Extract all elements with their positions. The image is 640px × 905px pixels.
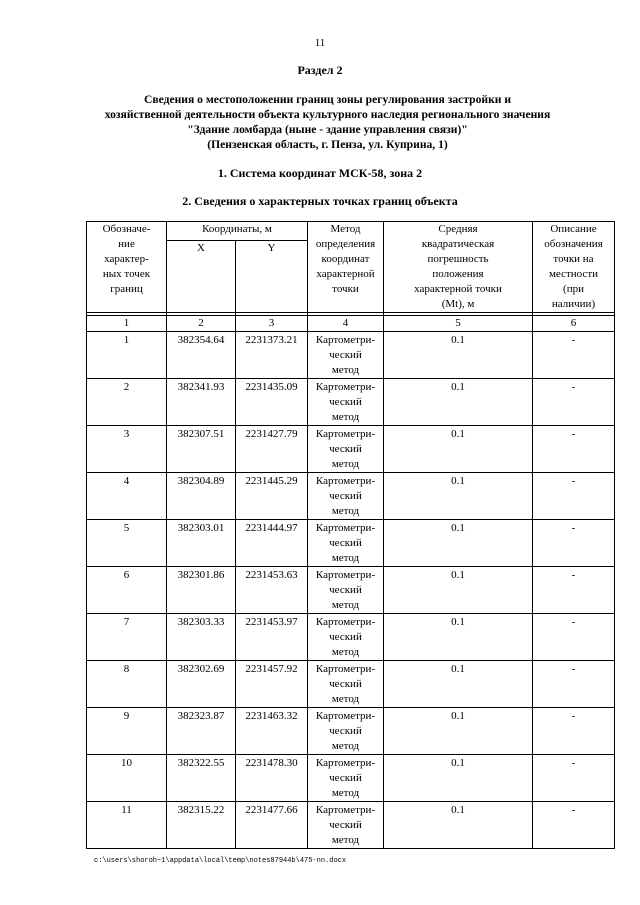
table-row	[87, 614, 615, 661]
error-cell: 0.1	[384, 379, 533, 426]
method-line: Картометри-	[315, 616, 376, 628]
header-line: определения	[315, 238, 376, 250]
table-row	[87, 520, 615, 567]
header-line: обозначения	[544, 238, 603, 250]
method-line: Картометри-	[315, 710, 376, 722]
header-line: характерной	[316, 268, 375, 280]
table-row	[87, 567, 615, 614]
header-line: наличии)	[551, 298, 596, 310]
method-cell	[308, 755, 384, 802]
header-line: погрешность	[427, 253, 489, 265]
method-line: ческий	[329, 725, 362, 737]
header-error	[384, 222, 533, 313]
boundary-points-table	[86, 221, 615, 849]
description-cell: -	[533, 567, 615, 614]
column-number: 2	[167, 316, 236, 332]
method-cell	[308, 520, 384, 567]
method-line: ческий	[329, 819, 362, 831]
section-title: Раздел 2	[297, 63, 343, 77]
error-cell: 0.1	[384, 614, 533, 661]
column-number: 6	[533, 316, 615, 332]
file-path-footer: c:\users\shoroh~1\appdata\local\temp\notes87944b\475-nn.docx	[94, 857, 347, 865]
header-line: ние	[118, 238, 135, 250]
point-cell: 10	[87, 755, 167, 802]
column-number: 3	[236, 316, 308, 332]
method-line: метод	[331, 599, 360, 611]
y-cell: 2231478.30	[236, 755, 308, 802]
method-line: ческий	[329, 490, 362, 502]
header-line: Средняя	[438, 223, 478, 235]
column-number: 1	[87, 316, 167, 332]
method-line: Картометри-	[315, 757, 376, 769]
method-line: метод	[331, 834, 360, 846]
description-cell: -	[533, 426, 615, 473]
point-cell: 3	[87, 426, 167, 473]
method-line: метод	[331, 411, 360, 423]
method-line: Картометри-	[315, 428, 376, 440]
table-row	[87, 755, 615, 802]
method-line: ческий	[329, 631, 362, 643]
method-cell	[308, 708, 384, 755]
method-line: ческий	[329, 584, 362, 596]
point-cell: 2	[87, 379, 167, 426]
y-cell: 2231453.97	[236, 614, 308, 661]
error-cell: 0.1	[384, 755, 533, 802]
method-line: метод	[331, 458, 360, 470]
table-row	[87, 426, 615, 473]
header-line: характерной точки	[414, 283, 502, 295]
method-line: ческий	[329, 678, 362, 690]
page-number: 11	[314, 37, 326, 49]
column-number-row	[87, 316, 615, 332]
header-method	[308, 222, 384, 313]
method-cell	[308, 614, 384, 661]
method-line: метод	[331, 552, 360, 564]
heading-line: (Пензенская область, г. Пенза, ул. Куприна, 1)	[207, 138, 448, 151]
x-cell: 382322.55	[167, 755, 236, 802]
method-line: метод	[331, 364, 360, 376]
method-line: метод	[331, 646, 360, 658]
points-heading: 2. Сведения о характерных точках границ объекта	[182, 194, 458, 208]
error-cell: 0.1	[384, 426, 533, 473]
y-cell: 2231457.92	[236, 661, 308, 708]
method-line: Картометри-	[315, 334, 376, 346]
header-description	[533, 222, 615, 313]
heading-line: хозяйственной деятельности объекта культурного наследия регионального значения	[104, 108, 551, 121]
table-row	[87, 802, 615, 849]
y-cell: 2231427.79	[236, 426, 308, 473]
table-row	[87, 661, 615, 708]
method-cell	[308, 473, 384, 520]
x-cell: 382341.93	[167, 379, 236, 426]
header-coordinates: Координаты, м	[167, 222, 308, 241]
description-cell: -	[533, 332, 615, 379]
header-point-designation	[87, 222, 167, 313]
header-line: положения	[432, 268, 484, 280]
description-cell: -	[533, 661, 615, 708]
point-cell: 1	[87, 332, 167, 379]
error-cell: 0.1	[384, 567, 533, 614]
method-cell	[308, 426, 384, 473]
method-line: Картометри-	[315, 569, 376, 581]
method-line: метод	[331, 740, 360, 752]
table-row	[87, 332, 615, 379]
description-cell: -	[533, 379, 615, 426]
description-cell: -	[533, 614, 615, 661]
header-line: границ	[110, 283, 143, 295]
y-cell: 2231463.32	[236, 708, 308, 755]
method-line: метод	[331, 505, 360, 517]
point-cell: 8	[87, 661, 167, 708]
method-cell	[308, 802, 384, 849]
column-number: 5	[384, 316, 533, 332]
table-row	[87, 473, 615, 520]
x-cell: 382315.22	[167, 802, 236, 849]
method-line: Картометри-	[315, 381, 376, 393]
header-line: квадратическая	[421, 238, 495, 250]
y-cell: 2231444.97	[236, 520, 308, 567]
x-cell: 382307.51	[167, 426, 236, 473]
y-cell: 2231477.66	[236, 802, 308, 849]
header-line: местности	[548, 268, 599, 280]
method-line: метод	[331, 693, 360, 705]
error-cell: 0.1	[384, 332, 533, 379]
method-line: ческий	[329, 349, 362, 361]
y-cell: 2231373.21	[236, 332, 308, 379]
header-line: характер-	[104, 253, 149, 265]
x-cell: 382302.69	[167, 661, 236, 708]
point-cell: 9	[87, 708, 167, 755]
method-line: Картометри-	[315, 804, 376, 816]
x-cell: 382301.86	[167, 567, 236, 614]
heading-line: "Здание ломбарда (ныне - здание управления связи)"	[187, 123, 468, 136]
header-x: X	[167, 240, 236, 312]
header-line: Обозначе-	[102, 223, 151, 235]
method-cell	[308, 661, 384, 708]
method-line: ческий	[329, 443, 362, 455]
y-cell: 2231445.29	[236, 473, 308, 520]
method-cell	[308, 567, 384, 614]
method-line: Картометри-	[315, 663, 376, 675]
y-cell: 2231435.09	[236, 379, 308, 426]
point-cell: 6	[87, 567, 167, 614]
heading-line: Сведения о местоположении границ зоны регулирования застройки и	[143, 93, 512, 106]
description-cell: -	[533, 802, 615, 849]
document-heading	[60, 92, 595, 152]
header-line: ных точек	[102, 268, 151, 280]
method-line: ческий	[329, 537, 362, 549]
header-line: точки на	[553, 253, 594, 265]
point-cell: 11	[87, 802, 167, 849]
x-cell: 382303.01	[167, 520, 236, 567]
error-cell: 0.1	[384, 708, 533, 755]
x-cell: 382303.33	[167, 614, 236, 661]
y-cell: 2231453.63	[236, 567, 308, 614]
description-cell: -	[533, 708, 615, 755]
table-body	[87, 332, 615, 849]
header-line: координат	[321, 253, 370, 265]
header-line: точки	[332, 283, 359, 295]
error-cell: 0.1	[384, 520, 533, 567]
error-cell: 0.1	[384, 473, 533, 520]
x-cell: 382354.64	[167, 332, 236, 379]
description-cell: -	[533, 520, 615, 567]
description-cell: -	[533, 473, 615, 520]
table-row	[87, 379, 615, 426]
method-line: Картометри-	[315, 522, 376, 534]
header-line: (Mt), м	[441, 298, 475, 310]
point-cell: 4	[87, 473, 167, 520]
header-line: Описание	[550, 223, 597, 235]
header-line: Метод	[330, 223, 361, 235]
x-cell: 382304.89	[167, 473, 236, 520]
method-line: Картометри-	[315, 475, 376, 487]
header-line: (при	[563, 283, 584, 295]
description-cell: -	[533, 755, 615, 802]
table-row	[87, 708, 615, 755]
coordinate-system-heading: 1. Система координат МСК-58, зона 2	[217, 166, 423, 180]
method-line: метод	[331, 787, 360, 799]
error-cell: 0.1	[384, 661, 533, 708]
error-cell: 0.1	[384, 802, 533, 849]
method-cell	[308, 379, 384, 426]
method-cell	[308, 332, 384, 379]
method-line: ческий	[329, 772, 362, 784]
point-cell: 7	[87, 614, 167, 661]
column-number: 4	[308, 316, 384, 332]
point-cell: 5	[87, 520, 167, 567]
header-y: Y	[236, 240, 308, 312]
x-cell: 382323.87	[167, 708, 236, 755]
method-line: ческий	[329, 396, 362, 408]
